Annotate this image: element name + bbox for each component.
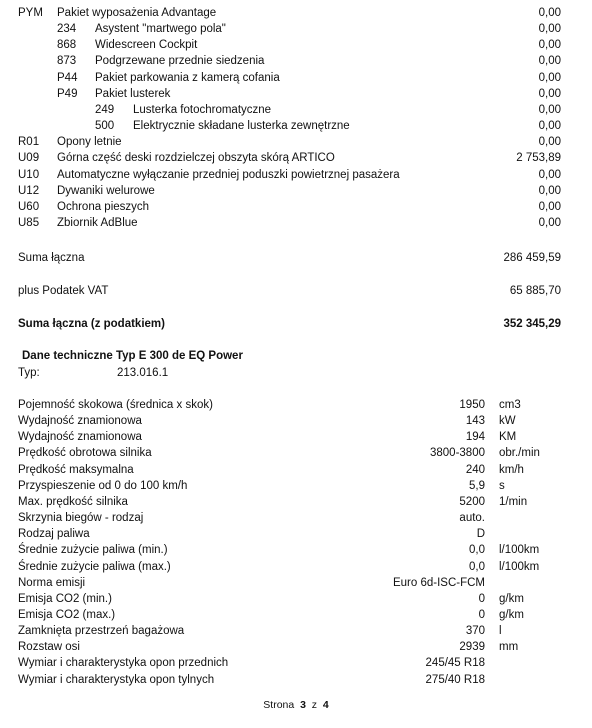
spec-label: Wydajność znamionowa: [18, 415, 142, 427]
spec-label: Norma emisji: [18, 577, 86, 589]
option-price: 0,00: [538, 201, 561, 213]
option-description: Podgrzewane przednie siedzenia: [95, 55, 265, 67]
spec-value: 2939: [459, 641, 485, 653]
option-description: Lusterka fotochromatyczne: [133, 104, 272, 116]
option-subcode: 873: [57, 55, 77, 67]
spec-label: Max. prędkość silnika: [18, 496, 128, 508]
spec-value: 275/40 R18: [425, 674, 485, 686]
option-price: 0,00: [538, 104, 561, 116]
spec-value: Euro 6d-ISC-FCM: [392, 577, 485, 589]
option-price: 0,00: [538, 55, 561, 67]
spec-value: 0: [478, 609, 485, 621]
spec-value: 194: [465, 431, 485, 443]
option-price: 0,00: [538, 169, 561, 181]
spec-label: Wymiar i charakterystyka opon przednich: [18, 657, 229, 669]
option-price: 0,00: [538, 136, 561, 148]
spec-unit: km/h: [499, 464, 524, 476]
option-description: Pakiet parkowania z kamerą cofania: [95, 72, 280, 84]
option-code: U60: [18, 201, 40, 213]
spec-label: Średnie zużycie paliwa (max.): [18, 561, 171, 573]
spec-label: Wymiar i charakterystyka opon tylnych: [18, 674, 215, 686]
spec-value: 0: [478, 593, 485, 605]
spec-unit: kW: [499, 415, 516, 427]
option-price: 0,00: [538, 185, 561, 197]
option-code: U10: [18, 169, 40, 181]
option-code: U09: [18, 152, 40, 164]
sum-label: Suma łączna: [18, 252, 85, 264]
option-description: Automatyczne wyłączanie przedniej poduszki powietrznej pasażera: [57, 169, 400, 181]
spec-value: D: [476, 528, 485, 540]
option-price: 0,00: [538, 217, 561, 229]
spec-label: Pojemność skokowa (średnica x skok): [18, 399, 213, 411]
option-code: U85: [18, 217, 40, 229]
option-description: Asystent "martwego pola": [95, 23, 226, 35]
spec-value: 143: [465, 415, 485, 427]
spec-value: 5,9: [469, 480, 485, 492]
spec-unit: KM: [499, 431, 517, 443]
spec-unit: l: [499, 625, 502, 637]
option-subsubcode: 500: [95, 120, 115, 132]
option-description: Ochrona pieszych: [57, 201, 150, 213]
spec-label: Emisja CO2 (max.): [18, 609, 116, 621]
option-subcode: P44: [57, 72, 78, 84]
option-subcode: 234: [57, 23, 77, 35]
type-value: 213.016.1: [117, 367, 169, 379]
option-code: U12: [18, 185, 40, 197]
option-price: 0,00: [538, 7, 561, 19]
spec-value: 0,0: [469, 561, 485, 573]
spec-unit: s: [499, 480, 505, 492]
option-price: 2 753,89: [516, 152, 561, 164]
spec-unit: 1/min: [499, 496, 528, 508]
total-label: Suma łączna (z podatkiem): [18, 318, 165, 330]
total-value: 352 345,29: [503, 318, 561, 330]
option-price: 0,00: [538, 72, 561, 84]
spec-value: 1950: [459, 399, 485, 411]
option-description: Górna część deski rozdzielczej obszyta skórą ARTICO: [57, 152, 335, 164]
total-pages: 4: [322, 699, 329, 711]
spec-label: Prędkość maksymalna: [18, 464, 134, 476]
option-price: 0,00: [538, 39, 561, 51]
spec-label: Emisja CO2 (min.): [18, 593, 112, 605]
spec-value: 245/45 R18: [425, 657, 485, 669]
option-description: Pakiet lusterek: [95, 88, 171, 100]
spec-label: Rodzaj paliwa: [18, 528, 90, 540]
spec-unit: cm3: [499, 399, 521, 411]
spec-label: Rozstaw osi: [18, 641, 80, 653]
type-label: Typ:: [18, 367, 40, 379]
page-footer: [0, 698, 592, 712]
spec-label: Wydajność znamionowa: [18, 431, 142, 443]
option-description: Pakiet wyposażenia Advantage: [57, 7, 217, 19]
page-word: Strona: [263, 699, 295, 711]
option-code: R01: [18, 136, 40, 148]
spec-label: Przyspieszenie od 0 do 100 km/h: [18, 480, 188, 492]
spec-unit: l/100km: [499, 544, 540, 556]
spec-unit: g/km: [499, 609, 524, 621]
option-subcode: P49: [57, 88, 78, 100]
option-price: 0,00: [538, 120, 561, 132]
spec-unit: l/100km: [499, 561, 540, 573]
spec-value: 240: [465, 464, 485, 476]
spec-label: Skrzynia biegów - rodzaj: [18, 512, 144, 524]
current-page: 3: [300, 699, 306, 711]
option-price: 0,00: [538, 88, 561, 100]
option-description: Widescreen Cockpit: [95, 39, 198, 51]
option-price: 0,00: [538, 23, 561, 35]
spec-unit: g/km: [499, 593, 524, 605]
spec-value: 370: [465, 625, 485, 637]
option-subcode: 868: [57, 39, 77, 51]
spec-value: auto.: [459, 512, 485, 524]
spec-label: Prędkość obrotowa silnika: [18, 447, 152, 459]
spec-unit: mm: [499, 641, 519, 653]
spec-unit: obr./min: [499, 447, 540, 459]
vat-label: plus Podatek VAT: [18, 285, 109, 297]
vat-value: 65 885,70: [509, 285, 561, 297]
option-subsubcode: 249: [95, 104, 115, 116]
option-description: Dywaniki welurowe: [57, 185, 155, 197]
spec-value: 3800-3800: [430, 447, 485, 459]
spec-value: 0,0: [469, 544, 485, 556]
spec-value: 5200: [459, 496, 485, 508]
tech-title: Dane techniczne Typ E 300 de EQ Power: [22, 350, 243, 362]
option-code: PYM: [18, 7, 43, 19]
spec-label: Średnie zużycie paliwa (min.): [18, 544, 168, 556]
sum-value: 286 459,59: [503, 252, 561, 264]
spec-label: Zamknięta przestrzeń bagażowa: [18, 625, 185, 637]
of-word: z: [311, 699, 318, 711]
option-description: Opony letnie: [57, 136, 122, 148]
option-description: Elektrycznie składane lusterka zewnętrzne: [133, 120, 350, 132]
option-description: Zbiornik AdBlue: [57, 217, 138, 229]
